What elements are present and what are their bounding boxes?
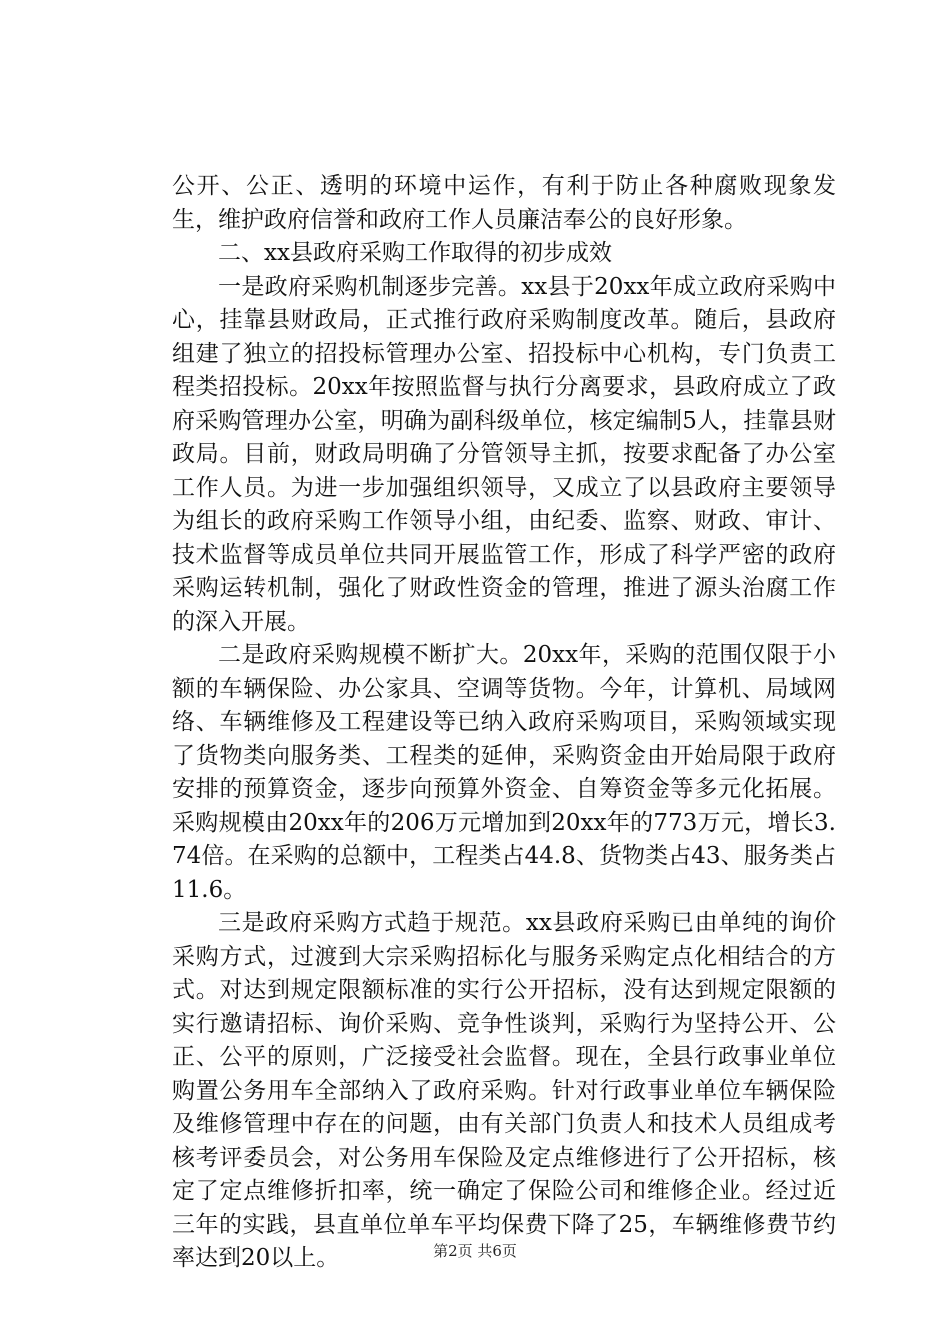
paragraph-methods: 三是政府采购方式趋于规范。xx县政府采购已由单纯的询价采购方式，过渡到大宗采购招标化与服务采购定点化相结合的方式。对达到规定限额标准的实行公开招标，没有达到规定限额的实行邀请招标、询价采购、竞争性谈判，采购行为坚持公开、公正、公平的原则，广泛接受社会监督。现在，全县行政事业单位购置公务用车全部纳入了政府采购。针对行政事业单位车辆保险及维修管理中存在的问题，由有关部门负责人和技术人员组成考核考评委员会，对公务用车保险及定点维修进行了公开招标，核定了定点维修折扣率，统一确定了保险公司和维修企业。经过近三年的实践，县直单位单车平均保费下降了25，车辆维修费节约率达到20以上。 [172,910,836,1271]
paragraph-scale: 二是政府采购规模不断扩大。20xx年，采购的范围仅限于小额的车辆保险、办公家具、空调等货物。今年，计算机、局域网络、车辆维修及工程建设等已纳入政府采购项目，采购领域实现了货物类向服务类、工程类的延伸，采购资金由开始局限于政府安排的预算资金，逐步向预算外资金、自筹资金等多元化拓展。采购规模由20xx年的206万元增加到20xx年的773万元，增长3.74倍。在采购的总额中，工程类占44.8、货物类占43、服务类占11.6。 [172,642,836,903]
paragraph-continuation: 公开、公正、透明的环境中运作，有利于防止各种腐败现象发生，维护政府信誉和政府工作人员廉洁奉公的良好形象。 [172,173,836,233]
document-body [172,170,836,1276]
paragraph-mechanism: 一是政府采购机制逐步完善。xx县于20xx年成立政府采购中心，挂靠县财政局，正式推行政府采购制度改革。随后，县政府组建了独立的招投标管理办公室、招投标中心机构，专门负责工程类招投标。20xx年按照监督与执行分离要求，县政府成立了政府采购管理办公室，明确为副科级单位，核定编制5人，挂靠县财政局。目前，财政局明确了分管领导主抓，按要求配备了办公室工作人员。为进一步加强组织领导，又成立了以县政府主要领导为组长的政府采购工作领导小组，由纪委、监察、财政、审计、技术监督等成员单位共同开展监管工作，形成了科学严密的政府采购运转机制，强化了财政性资金的管理，推进了源头治腐工作的深入开展。 [172,273,836,635]
page-footer: 第2页 共6页 [433,1242,517,1260]
section-heading: 二、xx县政府采购工作取得的初步成效 [218,240,612,266]
